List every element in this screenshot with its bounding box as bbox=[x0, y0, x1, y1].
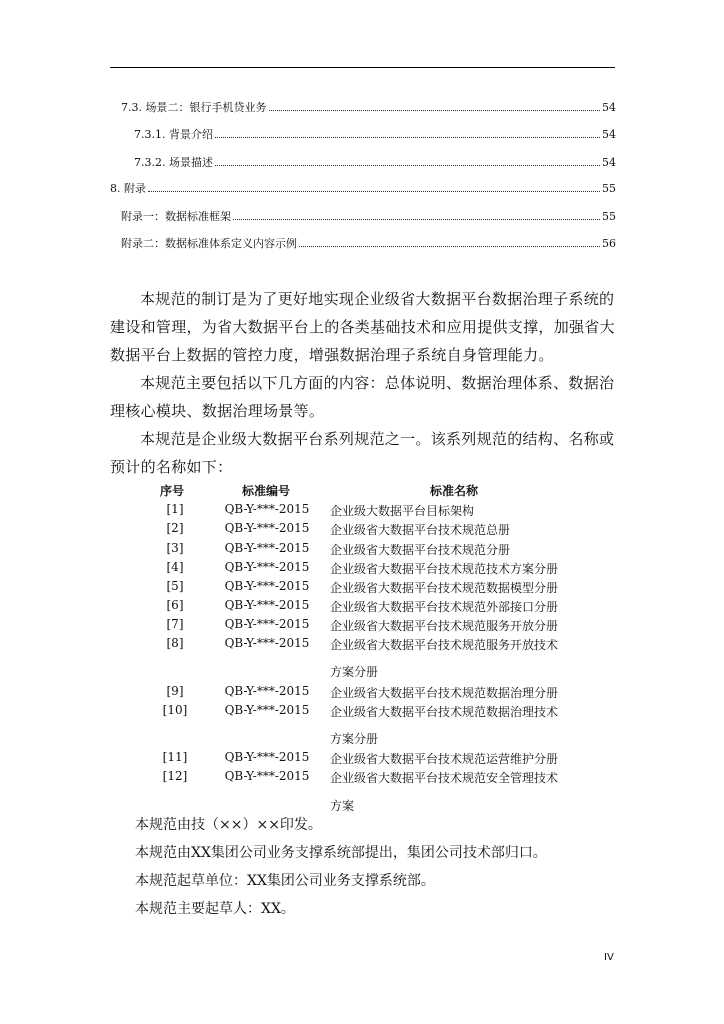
cell-code: QB-Y-***-2015 bbox=[224, 684, 310, 698]
cell-name-continued: 方案分册 bbox=[330, 665, 379, 679]
cell-name: 企业级省大数据平台技术规范数据模型分册 bbox=[330, 581, 559, 595]
cell-num: [1] bbox=[166, 502, 184, 516]
toc-leader-dots bbox=[233, 219, 600, 220]
table-row bbox=[110, 521, 615, 541]
cell-code: QB-Y-***-2015 bbox=[224, 598, 310, 612]
toc-entry-page: 54 bbox=[602, 128, 616, 141]
cell-code: QB-Y-***-2015 bbox=[224, 769, 310, 783]
table-row bbox=[110, 684, 615, 704]
intro-paragraph bbox=[110, 285, 615, 369]
toc-entry-title: 7.3.2. 场景描述 bbox=[134, 156, 213, 169]
toc-entry[interactable] bbox=[134, 153, 616, 169]
intro-paragraph-text: 本规范的制订是为了更好地实现企业级省大数据平台数据治理子系统的建设和管理，为省大数据平台上的各类基础技术和应用提供支撑，加强省大数据平台上数据的管控力度，增强数据治理子系统自身管理能力。 bbox=[110, 290, 615, 364]
toc-entry-page: 55 bbox=[602, 182, 616, 195]
toc-leader-dots bbox=[299, 246, 600, 247]
series-paragraph-text: 本规范是企业级大数据平台系列规范之一。该系列规范的结构、名称或预计的名称如下： bbox=[110, 430, 615, 476]
cell-num: [10] bbox=[162, 703, 188, 717]
cell-num: [12] bbox=[162, 769, 188, 783]
cell-name-continued: 方案分册 bbox=[330, 732, 379, 746]
cell-num: [4] bbox=[166, 560, 184, 574]
cell-num: [2] bbox=[166, 521, 184, 535]
toc-entry[interactable] bbox=[110, 179, 616, 195]
cell-code: QB-Y-***-2015 bbox=[224, 703, 310, 717]
cell-code: QB-Y-***-2015 bbox=[224, 617, 310, 631]
table-row bbox=[110, 598, 615, 618]
cell-name: 企业级省大数据平台技术规范外部接口分册 bbox=[330, 600, 559, 614]
cell-name: 企业级大数据平台目标架构 bbox=[330, 504, 475, 518]
cell-code: QB-Y-***-2015 bbox=[224, 541, 310, 555]
table-row bbox=[110, 502, 615, 522]
cell-code: QB-Y-***-2015 bbox=[224, 521, 310, 535]
cell-code: QB-Y-***-2015 bbox=[224, 636, 310, 650]
toc-entry-title: 附录一：数据标准框架 bbox=[121, 210, 231, 223]
toc-leader-dots bbox=[215, 165, 600, 166]
toc-entry-page: 56 bbox=[602, 237, 616, 250]
drafting-unit-line: 本规范起草单位：XX集团公司业务支撑系统部。 bbox=[135, 873, 435, 889]
toc-entry[interactable] bbox=[121, 98, 616, 114]
drafter-line: 本规范主要起草人：XX。 bbox=[135, 901, 295, 917]
cell-name: 企业级省大数据平台技术规范服务开放分册 bbox=[330, 619, 559, 633]
cell-name: 企业级省大数据平台技术规范运营维护分册 bbox=[330, 752, 559, 766]
toc-entry-title: 7.3. 场景二：银行手机贷业务 bbox=[121, 101, 267, 114]
toc-entry-title: 7.3.1. 背景介绍 bbox=[134, 128, 213, 141]
header-code: 标准编号 bbox=[242, 484, 291, 498]
toc-entry[interactable] bbox=[121, 207, 616, 223]
content-paragraph-text: 本规范主要包括以下几方面的内容：总体说明、数据治理体系、数据治理核心模块、数据治理场景等。 bbox=[110, 374, 615, 420]
table-row bbox=[110, 636, 615, 684]
table-row bbox=[110, 560, 615, 580]
cell-code: QB-Y-***-2015 bbox=[224, 750, 310, 764]
toc-entry-page: 54 bbox=[602, 156, 616, 169]
toc-entry-title: 附录二：数据标准体系定义内容示例 bbox=[121, 237, 297, 250]
cell-name: 企业级省大数据平台技术规范分册 bbox=[330, 543, 511, 557]
cell-name-continued: 方案 bbox=[330, 799, 355, 813]
toc-entry-page: 54 bbox=[602, 101, 616, 114]
page-number: IV bbox=[604, 952, 614, 963]
table-row bbox=[110, 541, 615, 561]
cell-name: 企业级省大数据平台技术规范数据治理技术 bbox=[330, 705, 559, 719]
cell-code: QB-Y-***-2015 bbox=[224, 560, 310, 574]
cell-name: 企业级省大数据平台技术规范技术方案分册 bbox=[330, 562, 559, 576]
cell-code: QB-Y-***-2015 bbox=[224, 579, 310, 593]
cell-num: [9] bbox=[166, 684, 184, 698]
table-row bbox=[110, 579, 615, 599]
cell-num: [7] bbox=[166, 617, 184, 631]
cell-num: [5] bbox=[166, 579, 184, 593]
table-row bbox=[110, 617, 615, 637]
table-row bbox=[110, 769, 615, 817]
cell-name: 企业级省大数据平台技术规范服务开放技术 bbox=[330, 638, 559, 652]
toc-entry[interactable] bbox=[134, 125, 616, 141]
cell-num: [6] bbox=[166, 598, 184, 612]
cell-num: [11] bbox=[162, 750, 188, 764]
header-rule bbox=[110, 67, 615, 68]
toc-entry[interactable] bbox=[121, 234, 616, 250]
cell-num: [3] bbox=[166, 541, 184, 555]
cell-name: 企业级省大数据平台技术规范数据治理分册 bbox=[330, 686, 559, 700]
toc-entry-title: 8. 附录 bbox=[110, 182, 146, 195]
content-paragraph bbox=[110, 369, 615, 425]
cell-code: QB-Y-***-2015 bbox=[224, 502, 310, 516]
toc-leader-dots bbox=[269, 110, 601, 111]
table-row bbox=[110, 750, 615, 770]
header-num: 序号 bbox=[160, 484, 185, 498]
toc-leader-dots bbox=[215, 137, 600, 138]
issuer-line: 本规范由技（××）××印发。 bbox=[135, 817, 322, 833]
cell-name: 企业级省大数据平台技术规范安全管理技术 bbox=[330, 771, 559, 785]
header-name: 标准名称 bbox=[430, 484, 479, 498]
toc-leader-dots bbox=[148, 191, 600, 192]
toc-entry-page: 55 bbox=[602, 210, 616, 223]
cell-num: [8] bbox=[166, 636, 184, 650]
cell-name: 企业级省大数据平台技术规范总册 bbox=[330, 523, 511, 537]
table-row bbox=[110, 703, 615, 751]
proposer-line: 本规范由XX集团公司业务支撑系统部提出，集团公司技术部归口。 bbox=[135, 845, 547, 861]
series-paragraph bbox=[110, 425, 615, 481]
